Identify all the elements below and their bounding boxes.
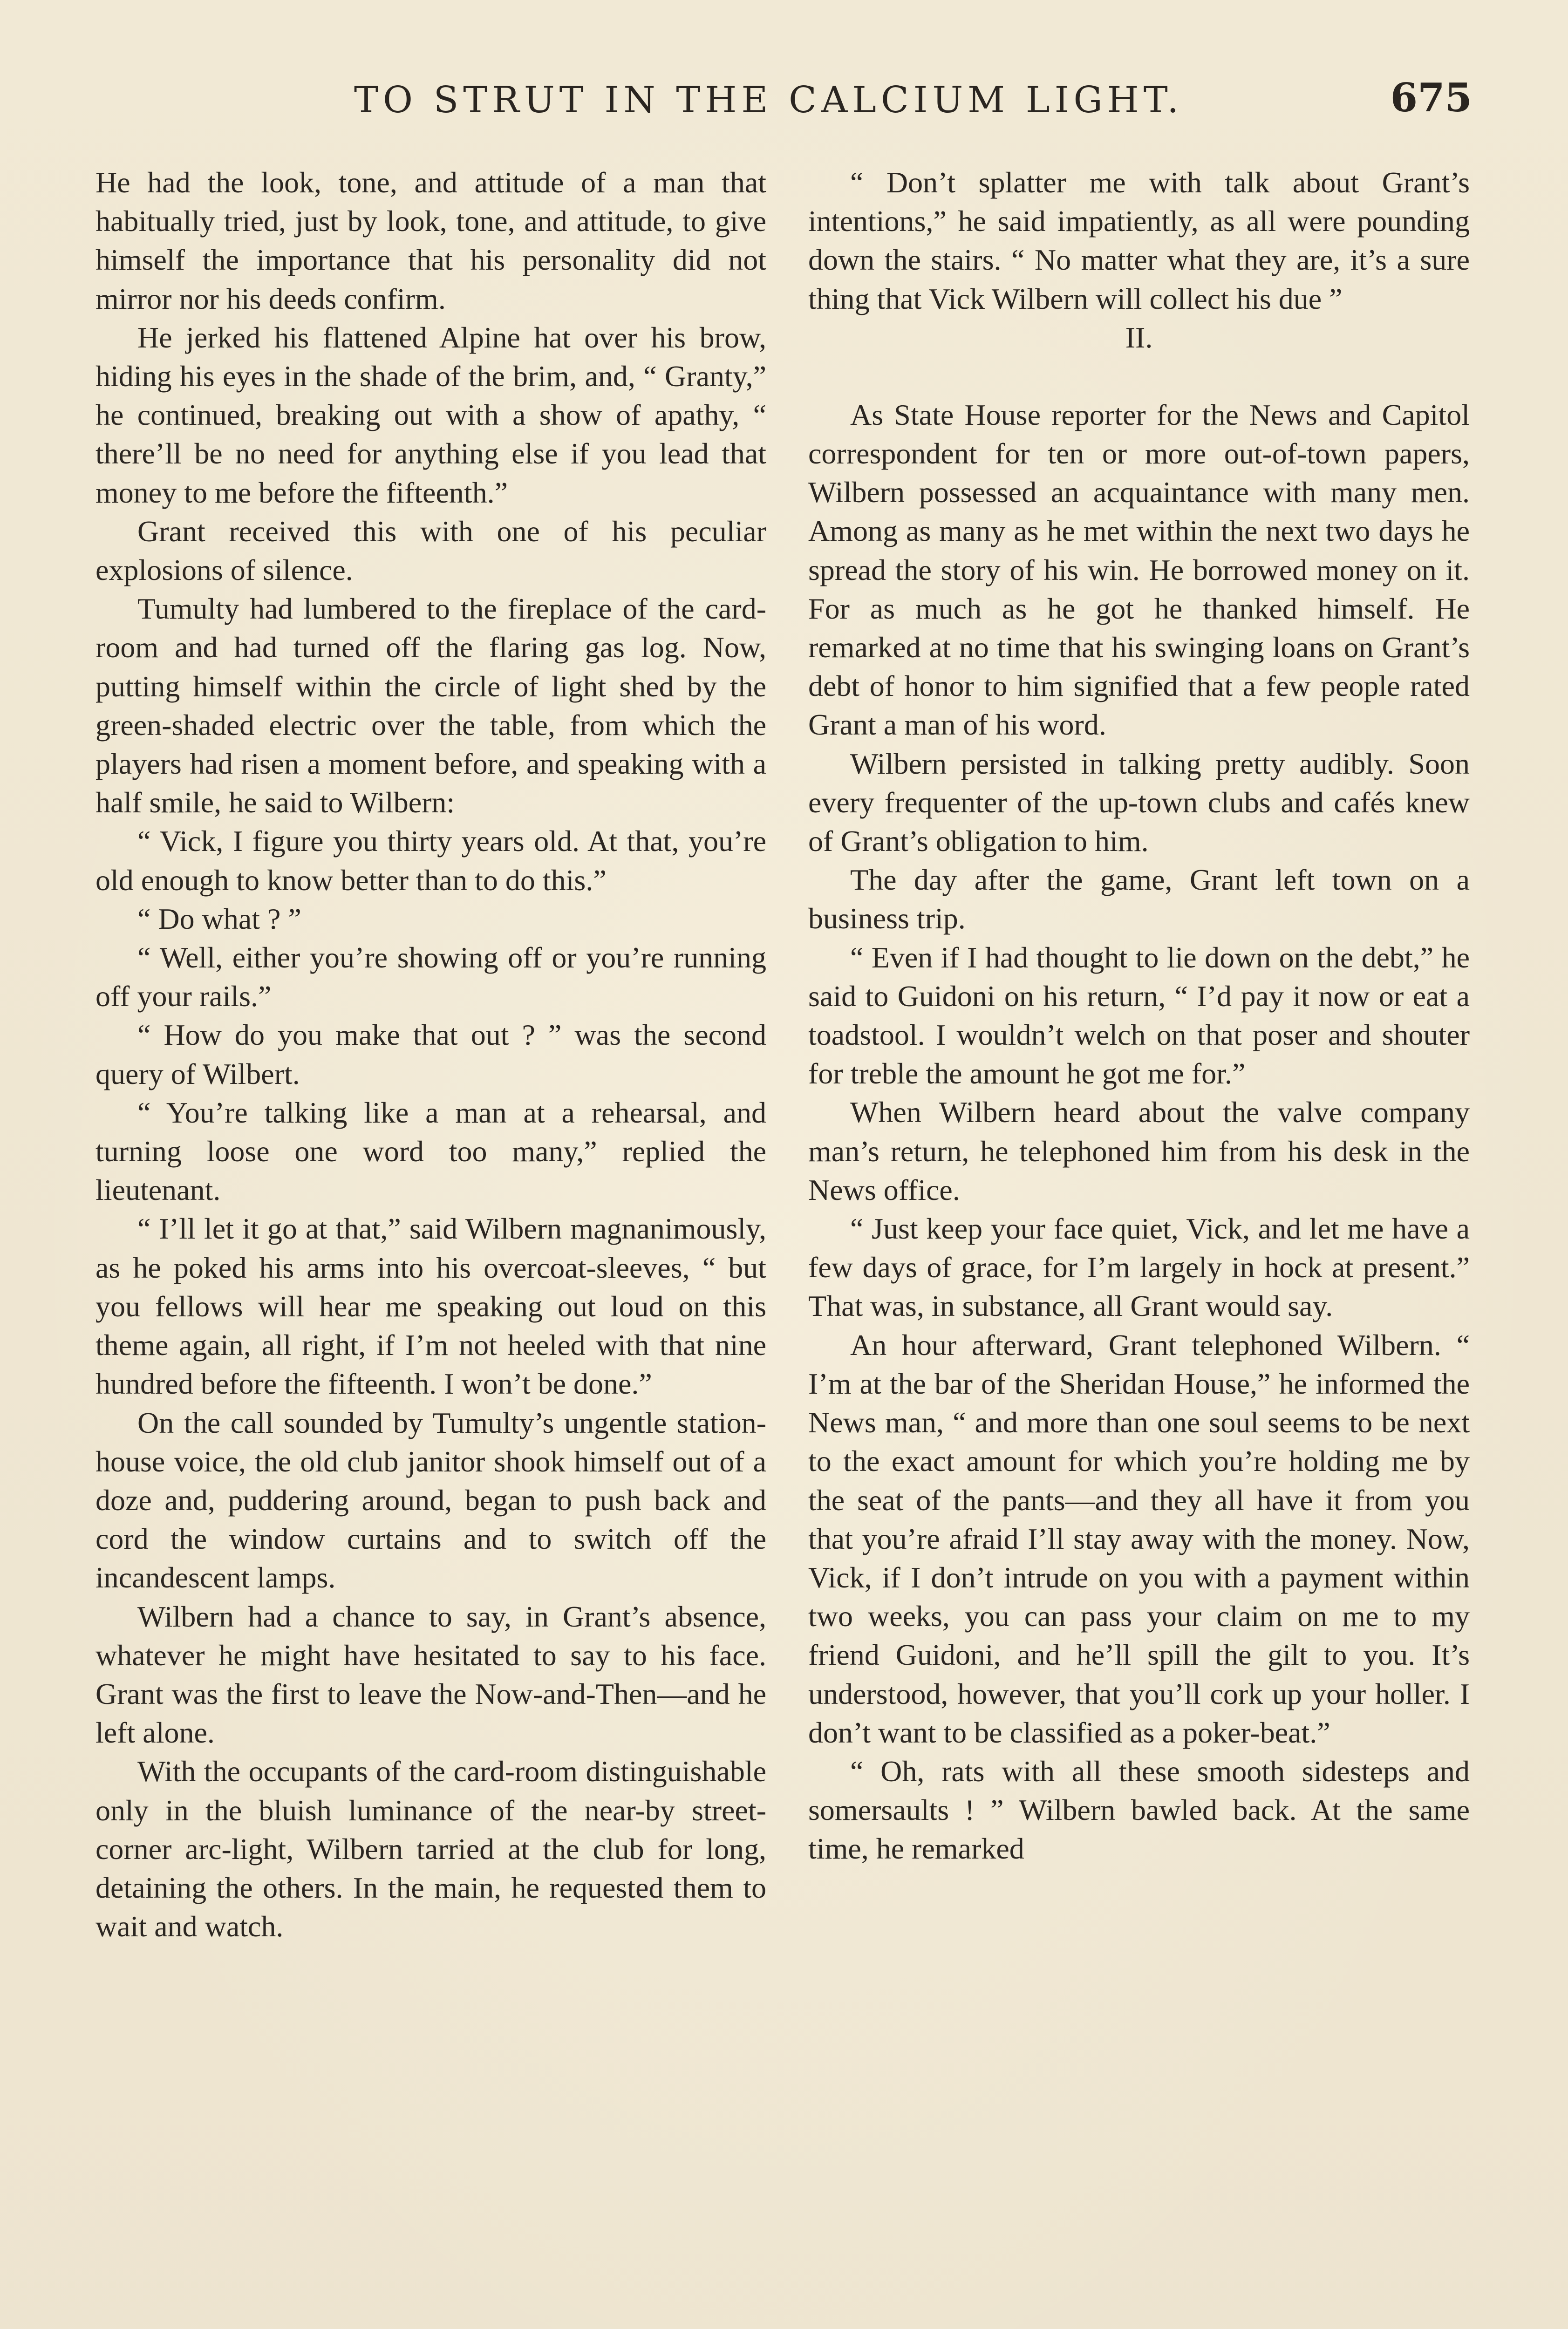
paragraph: “ Just keep your face quiet, Vick, and let me have a few days of grace, for I’m largely in hock at present.” That was, in substance, all Grant would say.	[808, 1212, 1470, 1323]
paragraph: On the call sounded by Tumulty’s ungentle station-house voice, the old club janitor shook himself out of a doze and, puddering around, began to push back and cord the window curtains and to switch off the incandescent lamps.	[95, 1406, 766, 1594]
paragraph: “ Do what ? ”	[137, 902, 301, 935]
running-head	[93, 75, 1472, 126]
section-heading	[808, 318, 1470, 395]
paragraph: “ Vick, I figure you thirty years old. At that, you’re old enough to know better than to do this.”	[95, 824, 766, 897]
paragraph: “ Oh, rats with all these smooth sidesteps and somersaults ! ” Wilbern bawled back. At the same time, he remarked	[808, 1754, 1470, 1866]
paragraph: Tumulty had lumbered to the fireplace of the card-room and had turned off the flaring gas log. Now, putting himself within the circle of light shed by the green-shaded electric over the table, from which the players had risen a moment before, and speaking with a half smile, he said to Wilbern:	[95, 592, 766, 819]
paragraph: “ Don’t splatter me with talk about Grant’s intentions,” he said impatiently, as all were pounding down the stairs. “ No matter what they are, it’s a sure thing that Vick Wilbern will collect his due ”	[808, 166, 1470, 315]
paragraph: Grant received this with one of his peculiar explosions of silence.	[95, 514, 766, 587]
left-column	[95, 163, 766, 1946]
paragraph: As State House reporter for the News and Capitol correspondent for ten or more out-of-town papers, Wilbern possessed an acquaintance with many men. Among as many as he met within the next two days he spread the story of his win. He borrowed money on it. For as much as he got he thanked himself. He remarked at no time that his swinging loans on Grant’s debt of honor to him signified that a few people rated Grant a man of his word.	[808, 398, 1470, 742]
paragraph: “ How do you make that out ? ” was the second query of Wilbert.	[95, 1018, 766, 1090]
section-number: II.	[1125, 320, 1153, 354]
paragraph: He had the look, tone, and attitude of a man that habitually tried, just by look, tone, and attitude, to give himself the importance that his personality did not mirror nor his deeds confirm.	[95, 166, 766, 315]
paragraph: “ Well, either you’re showing off or you’re running off your rails.”	[95, 941, 766, 1013]
paragraph: Wilbern had a chance to say, in Grant’s absence, whatever he might have hesitated to say to his face. Grant was the first to leave the Now-and-Then—and he left alone.	[95, 1600, 766, 1750]
paragraph: “ I’ll let it go at that,” said Wilbern magnanimously, as he poked his arms into his overcoat-sleeves, “ but you fellows will hear me speaking out loud on this theme again, all right, if I’m not heeled with that nine hundred before the fifteenth. I won’t be done.”	[95, 1212, 766, 1401]
running-title: TO STRUT IN THE CALCIUM LIGHT.	[354, 79, 1184, 121]
paragraph: He jerked his flattened Alpine hat over his brow, hiding his eyes in the shade of the brim, and, “ Granty,” he continued, breaking out with a show of apathy, “ there’ll be no need for anything else if you lead that money to me before the fifteenth.”	[95, 320, 766, 509]
paragraph: Wilbern persisted in talking pretty audibly. Soon every frequenter of the up-town clubs and cafés knew of Grant’s obligation to him.	[808, 747, 1470, 858]
paragraph: When Wilbern heard about the valve company man’s return, he telephoned him from his desk in the News office.	[808, 1096, 1470, 1206]
paragraph: “ Even if I had thought to lie down on the debt,” he said to Guidoni on his return, “ I’d pay it now or eat a toadstool. I wouldn’t welch on that poser and shouter for treble the amount he got me for.”	[808, 940, 1470, 1090]
paragraph: “ You’re talking like a man at a rehearsal, and turning loose one word too many,” replied the lieutenant.	[95, 1096, 766, 1207]
page-number: 675	[1390, 75, 1472, 121]
paragraph: An hour afterward, Grant telephoned Wilbern. “ I’m at the bar of the Sheridan House,” he informed the News man, “ and more than one soul seems to be next to the exact amount for which you’re holding me by the seat of the pants—and they all have it from you that you’re afraid I’ll stay away with the money. Now, Vick, if I don’t intrude on you with a payment within two weeks, you can pass your claim on me to my friend Guidoni, and he’ll spill the gilt to you. It’s understood, however, that you’ll cork up your holler. I don’t want to be classified as a poker-beat.”	[808, 1328, 1470, 1749]
right-column	[808, 163, 1470, 1868]
paragraph: With the occupants of the card-room distinguishable only in the bluish luminance of the near-by street-corner arc-light, Wilbern tarried at the club for long, detaining the others. In the main, he requested them to wait and watch.	[95, 1755, 766, 1943]
paragraph: The day after the game, Grant left town on a business trip.	[808, 863, 1470, 935]
